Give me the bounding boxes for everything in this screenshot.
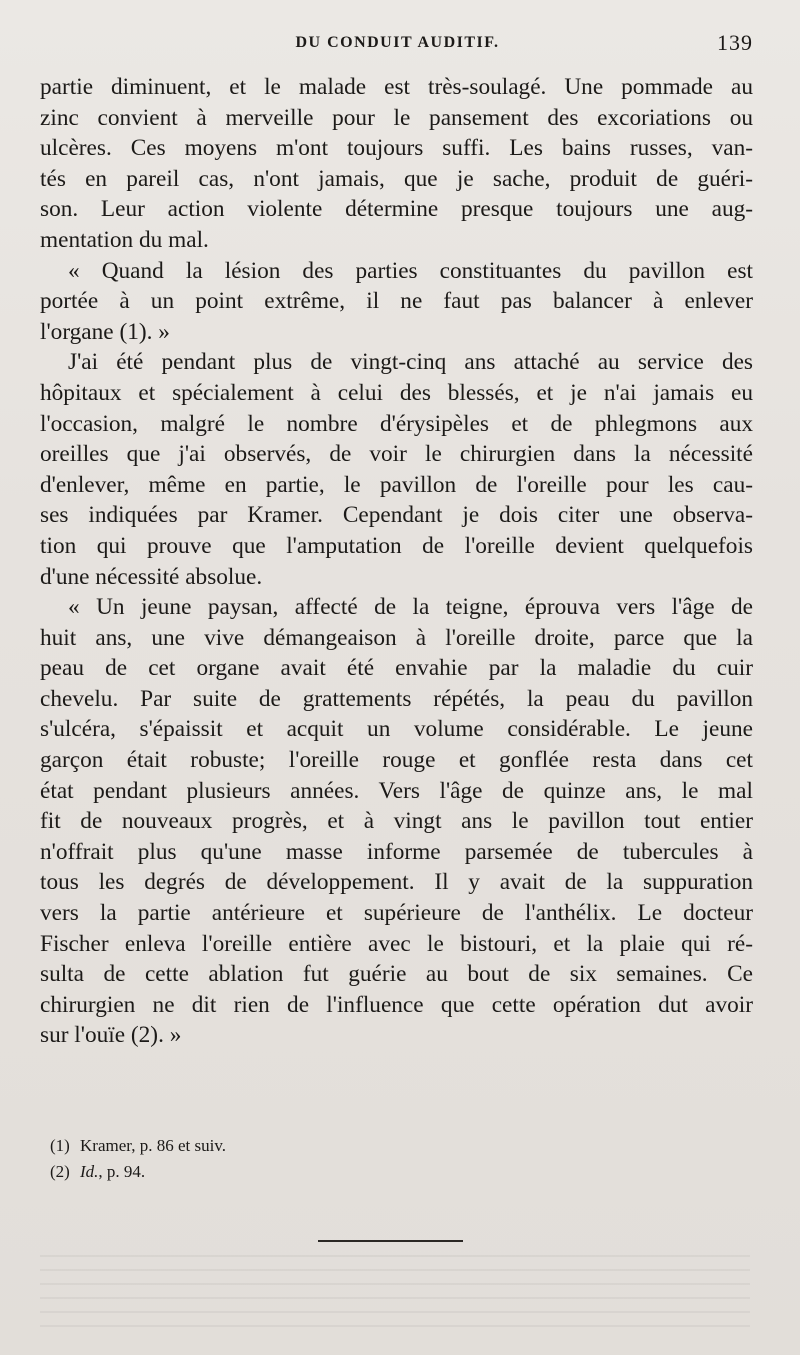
- text-line: Fischer enleva l'oreille entière avec le bistouri, et la plaie qui ré-: [40, 930, 753, 957]
- footnote-2: [50, 1159, 550, 1185]
- end-rule-divider: [318, 1240, 463, 1242]
- footnotes: [50, 1133, 550, 1185]
- footnote-mark: (1): [50, 1136, 70, 1155]
- text-line: fit de nouveaux progrès, et à vingt ans le pavillon tout entier: [40, 808, 753, 835]
- bleed-through-texture: [40, 1255, 750, 1335]
- text-line: peau de cet organe avait été envahie par la maladie du cuir: [40, 655, 753, 682]
- footnote-text: Id., p. 94.: [80, 1162, 146, 1181]
- text-line: tous les degrés de développement. Il y avait de la suppuration: [40, 869, 753, 896]
- text-line: ulcères. Ces moyens m'ont toujours suffi. Les bains russes, van-: [40, 135, 753, 162]
- paragraph-2: [40, 256, 753, 348]
- text-line: sur l'ouïe (2). »: [40, 1022, 182, 1049]
- text-line: huit ans, une vive démangeaison à l'oreille droite, parce que la: [40, 624, 753, 651]
- text-line: « Un jeune paysan, affecté de la teigne, éprouva vers l'âge de: [68, 594, 753, 621]
- paragraph-1: [40, 72, 753, 256]
- text-line: partie diminuent, et le malade est très-soulagé. Une pommade au: [40, 74, 753, 100]
- text-line: chevelu. Par suite de grattements répétés, la peau du pavillon: [40, 685, 753, 712]
- paragraph-4: [40, 592, 753, 1051]
- text-line: d'enlever, même en partie, le pavillon de l'oreille pour les cau-: [40, 471, 753, 498]
- text-line: vers la partie antérieure et supérieure de l'anthélix. Le docteur: [40, 900, 753, 927]
- text-line: n'offrait plus qu'une masse informe parsemée de tubercules à: [40, 838, 753, 865]
- text-line: mentation du mal.: [40, 226, 209, 253]
- text-line: l'occasion, malgré le nombre d'érysipèles et de phlegmons aux: [40, 410, 753, 437]
- text-line: hôpitaux et spécialement à celui des blessés, et je n'ai jamais eu: [40, 379, 753, 406]
- text-line: ses indiquées par Kramer. Cependant je dois citer une observa-: [40, 502, 753, 529]
- page-header: [40, 30, 755, 60]
- text-line: oreilles que j'ai observés, de voir le chirurgien dans la nécessité: [40, 441, 753, 468]
- page-number: 139: [717, 30, 753, 55]
- paragraph-3: [40, 347, 753, 592]
- text-line: tés en pareil cas, n'ont jamais, que je sache, produit de guéri-: [40, 165, 753, 192]
- text-line: état pendant plusieurs années. Vers l'âge de quinze ans, le mal: [40, 777, 753, 804]
- text-line: sulta de cette ablation fut guérie au bout de six semaines. Ce: [40, 961, 753, 988]
- text-line: garçon était robuste; l'oreille rouge et gonflée resta dans cet: [40, 747, 753, 774]
- text-line: J'ai été pendant plus de vingt-cinq ans attaché au service des: [68, 349, 753, 376]
- footnote-1: [50, 1133, 550, 1159]
- text-line: portée à un point extrême, il ne faut pas balancer à enlever: [40, 288, 753, 315]
- running-head: DU CONDUIT AUDITIF.: [295, 34, 500, 51]
- text-line: zinc convient à merveille pour le pansement des excoriations ou: [40, 104, 753, 131]
- text-line: « Quand la lésion des parties constituantes du pavillon est: [68, 257, 753, 284]
- footnote-text: Kramer, p. 86 et suiv.: [80, 1136, 226, 1155]
- text-line: son. Leur action violente détermine presque toujours une aug-: [40, 196, 753, 223]
- text-line: l'organe (1). »: [40, 318, 170, 345]
- page-body: [40, 72, 753, 1051]
- text-line: chirurgien ne dit rien de l'influence que cette opération dut avoir: [40, 991, 753, 1018]
- text-line: s'ulcéra, s'épaissit et acquit un volume considérable. Le jeune: [40, 716, 753, 743]
- footnote-mark: (2): [50, 1162, 70, 1181]
- text-line: d'une nécessité absolue.: [40, 563, 263, 590]
- text-line: tion qui prouve que l'amputation de l'oreille devient quelquefois: [40, 532, 753, 559]
